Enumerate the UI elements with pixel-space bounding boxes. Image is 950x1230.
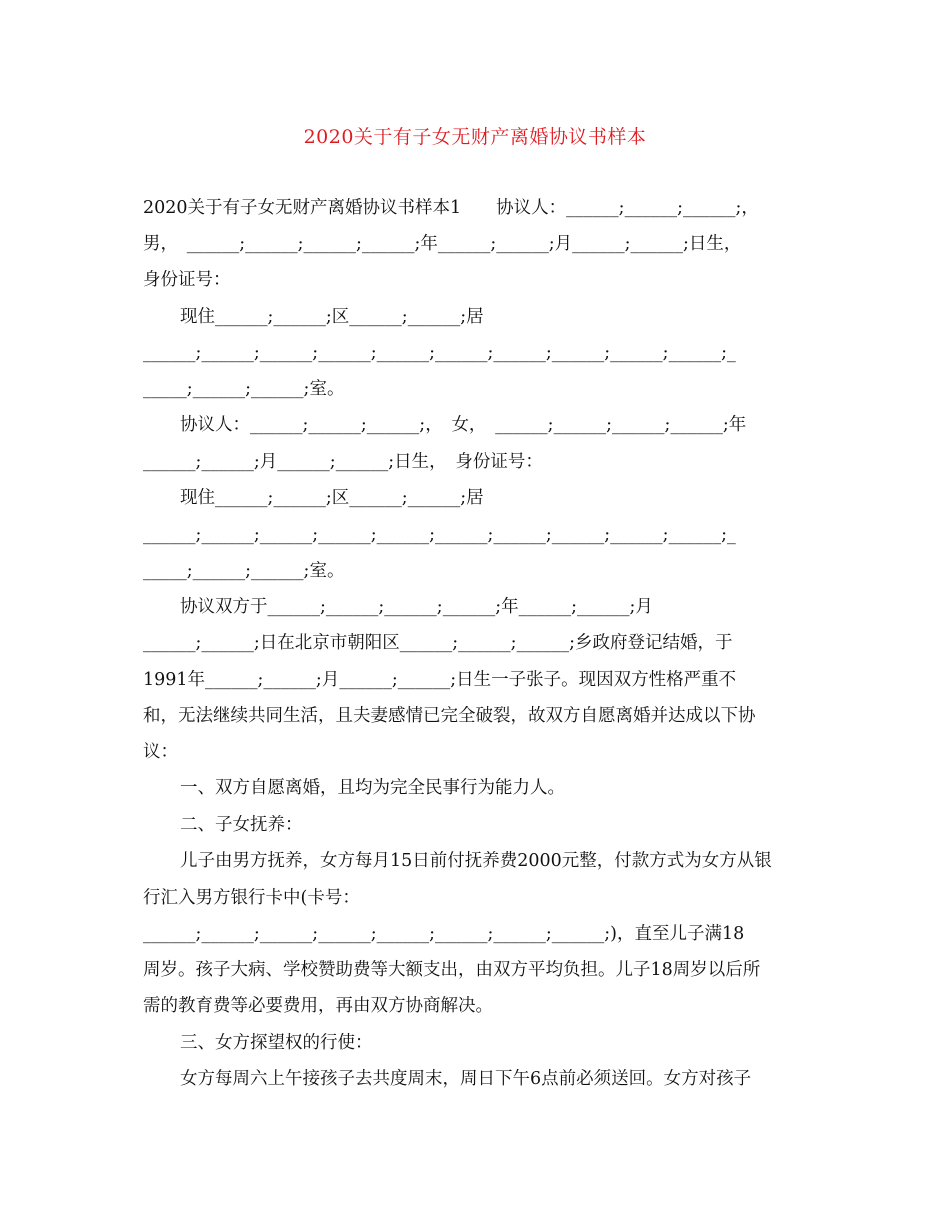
section-heading: 三、女方探望权的行使：: [180, 1033, 373, 1053]
paragraph-line: 2020关于有子女无财产离婚协议书样本1 协议人：______;______;______;，: [143, 198, 759, 218]
paragraph-line: ______;______;月______;______;日生， 身份证号：: [143, 452, 543, 472]
paragraph-line: ______;______;______;______;______;______;______;______;)，直至儿子满18: [143, 924, 745, 944]
paragraph-line: _____;______;______;室。: [143, 561, 345, 581]
paragraph-line: 1991年______;______;月______;______;日生一子张子。现因双方性格严重不: [143, 670, 737, 690]
paragraph-line: ______;______;______;______;______;______;______;______;______;______;_: [143, 343, 736, 363]
paragraph-line: ______;______;______;______;______;______;______;______;______;______;_: [143, 525, 736, 545]
section-heading: 一、双方自愿离婚，且均为完全民事行为能力人。: [180, 778, 565, 798]
paragraph-line: 现住______;______;区______;______;居: [180, 307, 484, 327]
paragraph-line: _____;______;______;室。: [143, 379, 345, 399]
paragraph-line: 议：: [143, 742, 178, 762]
paragraph-line: 女方每周六上午接孩子去共度周末，周日下午6点前必须送回。女方对孩子: [180, 1069, 752, 1089]
paragraph-line: 周岁。孩子大病、学校赞助费等大额支出，由双方平均负担。儿子18周岁以后所: [143, 960, 761, 980]
paragraph-line: 需的教育费等必要费用，再由双方协商解决。: [143, 996, 493, 1016]
paragraph-line: 现住______;______;区______;______;居: [180, 488, 484, 508]
paragraph-line: 儿子由男方抚养，女方每月15日前付抚养费2000元整，付款方式为女方从银: [180, 851, 772, 871]
paragraph-line: 和，无法继续共同生活，且夫妻感情已完全破裂，故双方自愿离婚并达成以下协: [143, 706, 756, 726]
paragraph-line: 身份证号：: [143, 270, 231, 290]
paragraph-line: 男， ______;______;______;______;年______;______;月______;______;日生，: [143, 234, 742, 254]
paragraph-line: 协议人：______;______;______;， 女， ______;______;______;______;年: [180, 415, 747, 435]
section-heading: 二、子女抚养：: [180, 815, 303, 835]
paragraph-line: 行汇入男方银行卡中(卡号：: [143, 888, 360, 908]
paragraph-line: 协议双方于______;______;______;______;年______;______;月: [180, 597, 653, 617]
document-title: 2020关于有子女无财产离婚协议书样本: [303, 126, 647, 148]
paragraph-line: ______;______;日在北京市朝阳区______;______;______;乡政府登记结婚，于: [143, 633, 733, 653]
